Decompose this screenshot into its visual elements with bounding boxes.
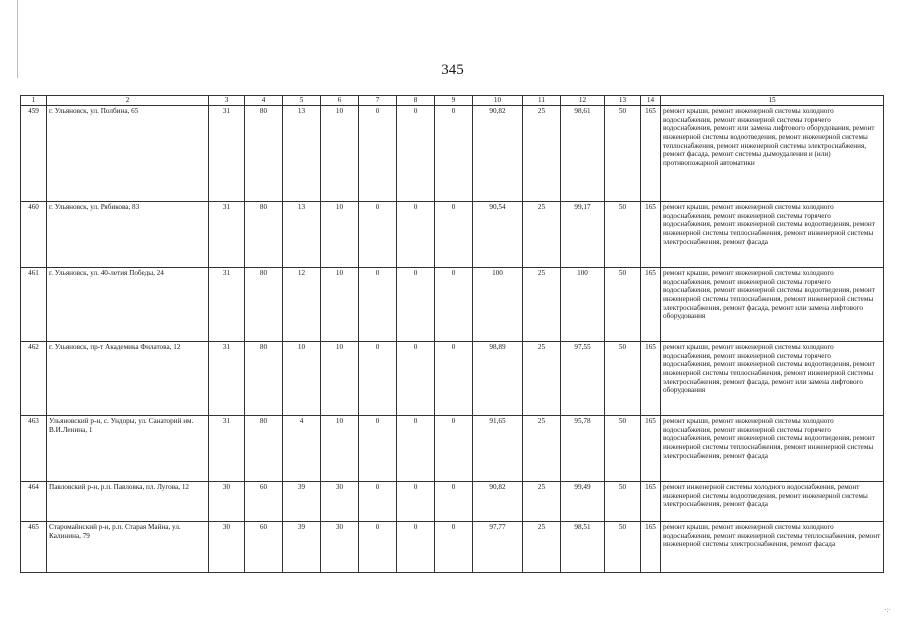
address-cell: Старомайнский р-н, р.п. Старая Майна, ул. Калинина, 79 bbox=[47, 522, 209, 573]
cell: 0 bbox=[435, 342, 473, 416]
row-number-cell: 464 bbox=[21, 482, 47, 522]
cell: 0 bbox=[359, 482, 397, 522]
cell: 100 bbox=[473, 268, 523, 342]
address-cell: Ульяновский р-н, с. Ундоры, ул. Санаторий им. В.И.Ленина, 1 bbox=[47, 416, 209, 482]
cell: 0 bbox=[359, 268, 397, 342]
repair-program-table bbox=[20, 95, 884, 573]
column-header: 5 bbox=[283, 96, 321, 106]
cell: 10 bbox=[283, 342, 321, 416]
table-row bbox=[21, 522, 884, 573]
cell: 50 bbox=[605, 202, 641, 268]
works-cell: ремонт крыши, ремонт инженерной системы холодного водоснабжения, ремонт инженерной системы теплоснабжения, ремонт инженерной системы электроснабжения, ремонт фасада bbox=[661, 522, 884, 573]
cell: 31 bbox=[209, 342, 245, 416]
row-number-cell: 461 bbox=[21, 268, 47, 342]
cell: 13 bbox=[283, 202, 321, 268]
scan-speck: ·:· bbox=[884, 606, 891, 614]
works-cell: ремонт инженерной системы холодного водоснабжения, ремонт инженерной системы водоотведения, ремонт инженерной системы электроснабжения, ремонт фасада bbox=[661, 482, 884, 522]
column-header: 13 bbox=[605, 96, 641, 106]
cell: 80 bbox=[245, 268, 283, 342]
works-cell: ремонт крыши, ремонт инженерной системы холодного водоснабжения, ремонт инженерной системы горячего водоснабжения, ремонт инженерной системы водоотведения, ремонт инженерной системы теплоснабжения, ремонт инженерной системы электроснабжения, ремонт фасада, ремонт или замена лифтового оборудования bbox=[661, 342, 884, 416]
cell: 99,17 bbox=[561, 202, 605, 268]
cell: 165 bbox=[641, 416, 661, 482]
cell: 0 bbox=[397, 342, 435, 416]
cell: 0 bbox=[435, 268, 473, 342]
works-cell: ремонт крыши, ремонт инженерной системы холодного водоснабжения, ремонт инженерной системы горячего водоснабжения, ремонт инженерной системы водоотведения, ремонт инженерной системы теплоснабжения, ремонт инженерной системы электроснабжения, ремонт фасада, ремонт или замена лифтового оборудования bbox=[661, 268, 884, 342]
column-header: 15 bbox=[661, 96, 884, 106]
cell: 80 bbox=[245, 202, 283, 268]
cell: 31 bbox=[209, 202, 245, 268]
column-header: 6 bbox=[321, 96, 359, 106]
table-row bbox=[21, 268, 884, 342]
cell: 98,51 bbox=[561, 522, 605, 573]
cell: 50 bbox=[605, 416, 641, 482]
cell: 60 bbox=[245, 522, 283, 573]
cell: 60 bbox=[245, 482, 283, 522]
cell: 31 bbox=[209, 268, 245, 342]
column-header: 12 bbox=[561, 96, 605, 106]
cell: 50 bbox=[605, 106, 641, 202]
cell: 50 bbox=[605, 522, 641, 573]
cell: 80 bbox=[245, 106, 283, 202]
cell: 0 bbox=[435, 202, 473, 268]
cell: 50 bbox=[605, 482, 641, 522]
column-header: 9 bbox=[435, 96, 473, 106]
cell: 25 bbox=[523, 416, 561, 482]
page-number: 345 bbox=[441, 62, 464, 78]
row-number-cell: 462 bbox=[21, 342, 47, 416]
works-cell: ремонт крыши, ремонт инженерной системы холодного водоснабжения, ремонт инженерной системы горячего водоснабжения, ремонт инженерной системы водоотведения, ремонт инженерной системы теплоснабжения, ремонт инженерной системы электроснабжения, ремонт фасада bbox=[661, 202, 884, 268]
table-row bbox=[21, 342, 884, 416]
cell: 165 bbox=[641, 106, 661, 202]
cell: 50 bbox=[605, 268, 641, 342]
address-cell: г. Ульяновск, ул. 40-летия Победы, 24 bbox=[47, 268, 209, 342]
cell: 165 bbox=[641, 268, 661, 342]
row-number-cell: 463 bbox=[21, 416, 47, 482]
address-cell: г. Ульяновск, ул. Полбина, 65 bbox=[47, 106, 209, 202]
cell: 30 bbox=[209, 522, 245, 573]
cell: 0 bbox=[397, 416, 435, 482]
table-row bbox=[21, 416, 884, 482]
row-number-cell: 460 bbox=[21, 202, 47, 268]
cell: 90,82 bbox=[473, 106, 523, 202]
cell: 0 bbox=[397, 482, 435, 522]
cell: 90,54 bbox=[473, 202, 523, 268]
cell: 10 bbox=[321, 106, 359, 202]
row-number-cell: 459 bbox=[21, 106, 47, 202]
cell: 10 bbox=[321, 202, 359, 268]
address-cell: г. Ульяновск, ул. Рябикова, 83 bbox=[47, 202, 209, 268]
cell: 165 bbox=[641, 522, 661, 573]
cell: 0 bbox=[397, 202, 435, 268]
cell: 0 bbox=[397, 106, 435, 202]
column-header: 10 bbox=[473, 96, 523, 106]
table-row bbox=[21, 202, 884, 268]
cell: 13 bbox=[283, 106, 321, 202]
cell: 25 bbox=[523, 106, 561, 202]
column-header: 4 bbox=[245, 96, 283, 106]
cell: 0 bbox=[397, 522, 435, 573]
cell: 39 bbox=[283, 482, 321, 522]
cell: 30 bbox=[321, 482, 359, 522]
cell: 80 bbox=[245, 342, 283, 416]
table-row bbox=[21, 106, 884, 202]
cell: 98,89 bbox=[473, 342, 523, 416]
cell: 165 bbox=[641, 342, 661, 416]
works-cell: ремонт крыши, ремонт инженерной системы холодного водоснабжения, ремонт инженерной системы горячего водоснабжения, ремонт или замена лифтового оборудования, ремонт инженерной системы водоотведения, ремонт инженерной системы теплоснабжения, ремонт инженерной системы электроснабжения, ремонт фасада, ремонт системы дымоудаления и (или) противопожарной автоматики bbox=[661, 106, 884, 202]
column-header: 11 bbox=[523, 96, 561, 106]
cell: 80 bbox=[245, 416, 283, 482]
row-number-cell: 465 bbox=[21, 522, 47, 573]
cell: 50 bbox=[605, 342, 641, 416]
cell: 0 bbox=[397, 268, 435, 342]
cell: 0 bbox=[435, 416, 473, 482]
cell: 25 bbox=[523, 482, 561, 522]
cell: 97,77 bbox=[473, 522, 523, 573]
cell: 10 bbox=[321, 268, 359, 342]
cell: 0 bbox=[359, 342, 397, 416]
cell: 0 bbox=[359, 522, 397, 573]
cell: 0 bbox=[435, 482, 473, 522]
cell: 91,65 bbox=[473, 416, 523, 482]
cell: 90,82 bbox=[473, 482, 523, 522]
cell: 0 bbox=[359, 416, 397, 482]
cell: 98,61 bbox=[561, 106, 605, 202]
cell: 25 bbox=[523, 202, 561, 268]
cell: 95,78 bbox=[561, 416, 605, 482]
cell: 30 bbox=[321, 522, 359, 573]
cell: 99,49 bbox=[561, 482, 605, 522]
address-cell: г. Ульяновск, пр-т Академика Филатова, 12 bbox=[47, 342, 209, 416]
table-row bbox=[21, 482, 884, 522]
cell: 165 bbox=[641, 202, 661, 268]
column-header: 7 bbox=[359, 96, 397, 106]
cell: 10 bbox=[321, 342, 359, 416]
column-header: 14 bbox=[641, 96, 661, 106]
cell: 10 bbox=[321, 416, 359, 482]
cell: 0 bbox=[359, 106, 397, 202]
column-header: 3 bbox=[209, 96, 245, 106]
cell: 31 bbox=[209, 106, 245, 202]
cell: 0 bbox=[359, 202, 397, 268]
cell: 100 bbox=[561, 268, 605, 342]
column-header: 2 bbox=[47, 96, 209, 106]
cell: 4 bbox=[283, 416, 321, 482]
cell: 0 bbox=[435, 522, 473, 573]
cell: 31 bbox=[209, 416, 245, 482]
cell: 97,55 bbox=[561, 342, 605, 416]
cell: 25 bbox=[523, 268, 561, 342]
works-cell: ремонт крыши, ремонт инженерной системы холодного водоснабжения, ремонт инженерной системы горячего водоснабжения, ремонт инженерной системы водоотведения, ремонт инженерной системы теплоснабжения, ремонт инженерной системы электроснабжения, ремонт фасада bbox=[661, 416, 884, 482]
column-header: 1 bbox=[21, 96, 47, 106]
address-cell: Павловский р-н, р.п. Павловка, пл. Лугова, 12 bbox=[47, 482, 209, 522]
cell: 25 bbox=[523, 342, 561, 416]
cell: 30 bbox=[209, 482, 245, 522]
cell: 165 bbox=[641, 482, 661, 522]
column-number-row bbox=[21, 96, 884, 106]
column-header: 8 bbox=[397, 96, 435, 106]
cell: 25 bbox=[523, 522, 561, 573]
cell: 12 bbox=[283, 268, 321, 342]
cell: 39 bbox=[283, 522, 321, 573]
cell: 0 bbox=[435, 106, 473, 202]
